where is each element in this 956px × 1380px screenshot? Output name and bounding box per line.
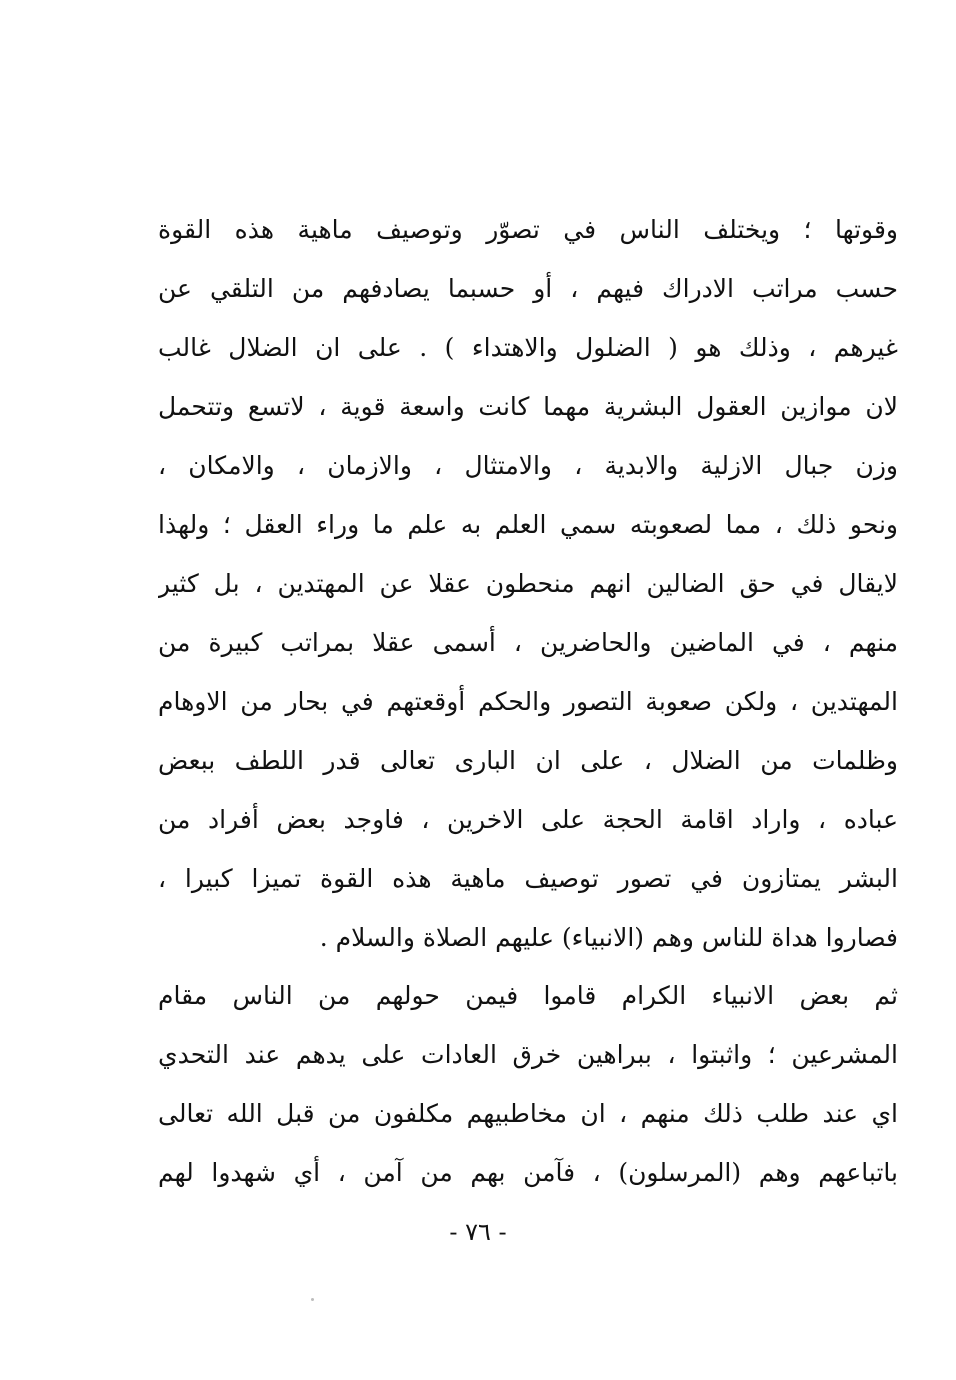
- text-line: لايقال في حق الضالين انهم منحطون عقلا عن المهتدين ، بل كثير: [158, 569, 898, 598]
- text-line: اي عند طلب ذلك منهم ، ان مخاطبيهم مكلفون من قبل الله تعالى: [158, 1099, 898, 1128]
- text-line: المشرعين ؛ واثبتوا ، ببراهين خرق العادات على يدهم عند التحدي: [158, 1040, 898, 1069]
- paragraph-1: [158, 200, 898, 967]
- paragraph-2: [158, 966, 898, 1202]
- text-line: باتباعهم وهم (المرسلون) ، فآمن بهم من آمن ، أي شهدوا لهم: [158, 1158, 898, 1187]
- text-line: ونحو ذلك ، مما لصعوبته سمي العلم به علم ما وراء العقل ؛ ولهذا: [158, 510, 898, 539]
- scan-speck: [311, 1298, 314, 1301]
- text-line: لان موازين العقول البشرية مهما كانت واسعة قوية ، لاتسع وتتحمل: [158, 392, 898, 421]
- text-line: وظلمات من الضلال ، على ان البارى تعالى قدر اللطف ببعض: [158, 746, 898, 775]
- text-line: غيرهم ، وذلك هو ( الضلول والاهتداء ) . على ان الضلال غالب: [158, 333, 898, 362]
- text-line: حسب مراتب الادراك فيهم ، أو حسبما يصادفهم من التلقي عن: [158, 274, 898, 303]
- text-line: البشر يمتازون في تصور توصيف ماهية هذه القوة تميزا كبيرا ،: [158, 864, 898, 893]
- text-line: فصاروا هداة للناس وهم (الانبياء) عليهم الصلاة والسلام .: [319, 923, 898, 952]
- text-line: منهم ، في الماضين والحاضرين ، أسمى عقلا بمراتب كبيرة من: [158, 628, 898, 657]
- text-line: وقوتها ؛ ويختلف الناس في تصوّر وتوصيف ماهية هذه القوة: [158, 215, 898, 244]
- text-line: عباده ، واراد اقامة الحجة على الاخرين ، فاوجد بعض أفراد من: [158, 805, 898, 834]
- text-line: ثم بعض الانبياء الكرام قاموا فيمن حولهم من الناس مقام: [158, 981, 898, 1010]
- text-line: المهتدين ، ولكن صعوبة التصور والحكم أوقعتهم في بحار من الاوهام: [158, 687, 898, 716]
- text-line: وزن جبال الازلية والابدية ، والامتثال ، والازمان ، والامكان ،: [158, 451, 898, 480]
- page-number: - ٧٦ -: [449, 1218, 507, 1246]
